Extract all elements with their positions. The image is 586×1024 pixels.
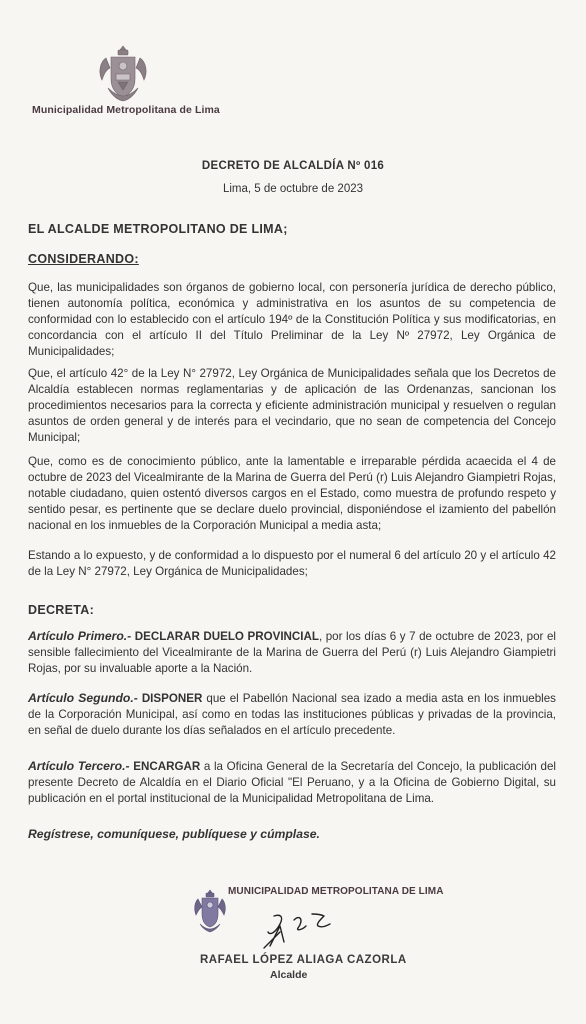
article-second-text: que el Pabellón Nacional sea izado a media asta en los inmuebles de la Corporación Municipal, así como en todas las instituciones públicas y privadas de la provincia, en señal de duelo durante los días señalados en el artículo precedente.	[28, 692, 556, 737]
article-second-verb: DISPONER	[141, 692, 203, 705]
considerando-paragraph-1: Que, las municipalidades son órganos de gobierno local, con personería jurídica de derecho público, tienen autonomía política, económica y administrativa en los asuntos de su competencia de conformidad con lo establecido con el artículo 194º de la Constitución Política y sus modificatorias, en concordancia con el artículo II del Título Preliminar de la Ley Nº 27972, Ley Orgánica de Municipalidades;	[28, 281, 556, 358]
article-third-label: Artículo Tercero.-	[28, 759, 130, 773]
article-third-verb: ENCARGAR	[133, 760, 201, 773]
municipal-stamp-icon	[193, 888, 227, 934]
decree-title: DECRETO DE ALCALDÍA Nº 016	[201, 160, 385, 172]
considerando-paragraph-2: Que, el artículo 42° de la Ley N° 27972, Ley Orgánica de Municipalidades señala que los Decretos de Alcaldía establecen normas reglamentarias y de aplicación de las Ordenanzas, sancionan los procedimientos necesarios para la correcta y eficiente administración municipal y resuelven o regulan asuntos de orden general y de interés para el vecindario, que no sean de competencia del Concejo Municipal;	[28, 367, 556, 444]
considerando-paragraph-3: Que, como es de conocimiento público, ante la lamentable e irreparable pérdida acaecida el 4 de octubre de 2023 del Vicealmirante de la Marina de Guerra del Perú (r) Luis Alejandro Giampietri Rojas, notable ciudadano, quien ostentó diversos cargos en el Estado, como muestra de profundo respeto y sentido pesar, es pertinente que se declare duelo provincial, disponiéndose el izamiento del pabellón nacional en los inmuebles de la Corporación Municipal a media asta;	[28, 455, 556, 532]
considerando-heading: CONSIDERANDO:	[28, 252, 139, 266]
article-first-label: Artículo Primero.-	[28, 629, 132, 643]
considerando-paragraph-4: Estando a lo expuesto, y de conformidad a lo dispuesto por el numeral 6 del artículo 20 y el artículo 42 de la Ley N° 27972, Ley Orgánica de Municipalidades;	[28, 549, 556, 578]
article-third-text: a la Oficina General de la Secretaría del Concejo, la publicación del presente Decreto de Alcaldía en el Diario Oficial "El Peruano, y a la Oficina de Gobierno Digital, su publicación en el portal institucional de la Municipalidad Metropolitana de Lima.	[28, 760, 556, 805]
decree-date: Lima, 5 de octubre de 2023	[222, 183, 364, 195]
article-second-label: Artículo Segundo.-	[28, 691, 138, 705]
organization-name: Municipalidad Metropolitana de Lima	[32, 104, 220, 116]
article-third	[28, 758, 556, 807]
article-second	[28, 690, 556, 739]
lima-coat-of-arms-icon	[96, 44, 150, 104]
article-first-text: , por los días 6 y 7 de octubre de 2023, por el sensible fallecimiento del Vicealmirante de la Marina de Guerra del Perú (r) Luis Alejandro Giampietri Rojas, por su invaluable aporte a la Nación.	[28, 630, 556, 675]
handwritten-signature	[250, 902, 370, 954]
addressee-heading: EL ALCALDE METROPOLITANO DE LIMA;	[28, 222, 288, 236]
closing-formula: Regístrese, comuníquese, publíquese y cúmplase.	[28, 827, 320, 841]
stamp-organization-text: MUNICIPALIDAD METROPOLITANA DE LIMA	[228, 886, 444, 897]
signatory-name: RAFAEL LÓPEZ ALIAGA CAZORLA	[200, 954, 407, 966]
decreta-heading: DECRETA:	[28, 603, 95, 617]
article-first-verb: DECLARAR DUELO PROVINCIAL	[134, 630, 319, 643]
article-first	[28, 628, 556, 677]
signatory-role: Alcalde	[270, 969, 308, 981]
